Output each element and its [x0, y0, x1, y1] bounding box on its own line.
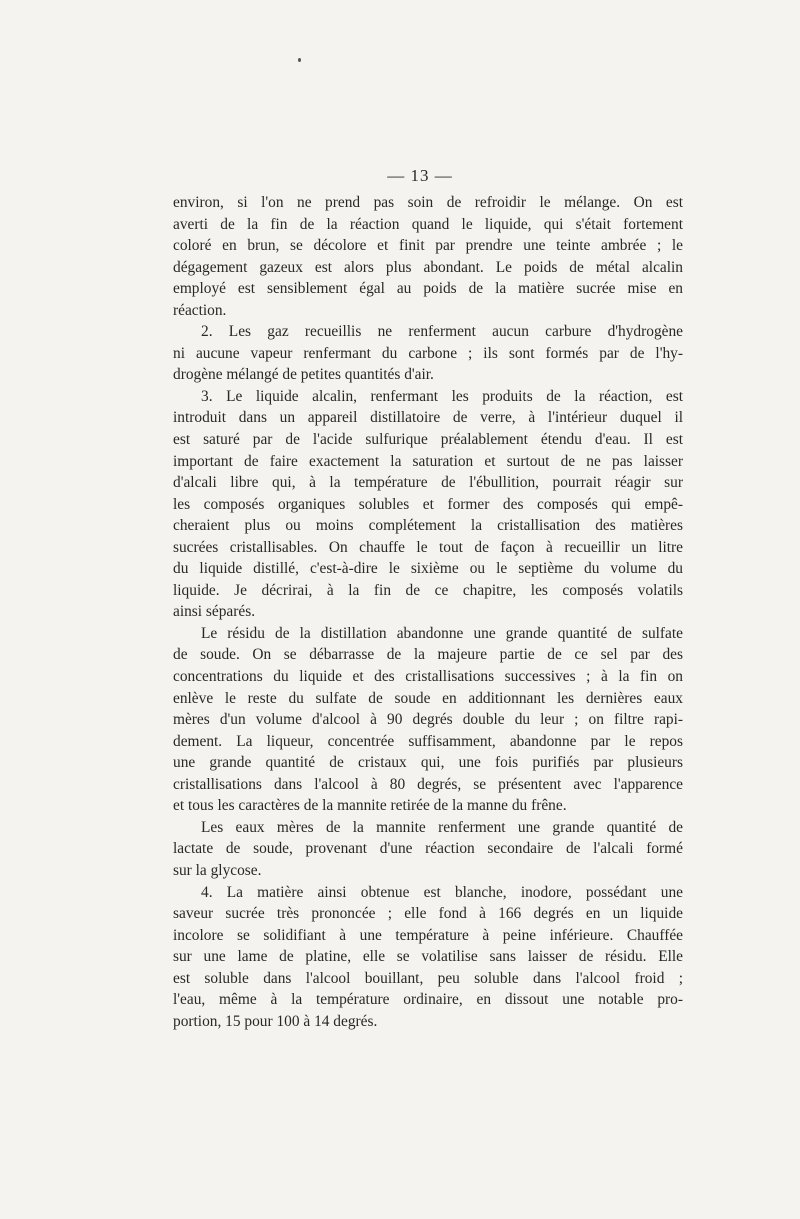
text-line: liquide. Je décrirai, à la fin de ce chapitre, les composés volatils — [173, 581, 683, 599]
text-line: introduit dans un appareil distillatoire de verre, à l'intérieur duquel il — [173, 409, 683, 427]
text-line: 3. Le liquide alcalin, renfermant les produits de la réaction, est — [201, 387, 683, 405]
text-line: sur une lame de platine, elle se volatilise sans laisser de résidu. Elle — [173, 948, 683, 966]
text-line: les composés organiques solubles et former des composés qui empê- — [173, 495, 683, 513]
text-line: de soude. On se débarrasse de la majeure partie de ce sel par des — [173, 646, 683, 664]
page-number: — 13 — — [387, 166, 453, 185]
text-line: incolore se solidifiant à une température à peine inférieure. Chauffée — [173, 926, 683, 944]
text-line: cristallisations dans l'alcool à 80 degrés, se présentent avec l'apparence — [173, 775, 683, 793]
text-line: mères d'un volume d'alcool à 90 degrés double du leur ; on filtre rapi- — [173, 711, 683, 729]
text-line: une grande quantité de cristaux qui, une fois purifiés par plusieurs — [173, 754, 683, 772]
text-line: l'eau, même à la température ordinaire, en dissout une notable pro- — [173, 991, 683, 1009]
text-line: cheraient plus ou moins complétement la cristallisation des matières — [173, 517, 683, 535]
text-line: du liquide distillé, c'est-à-dire le sixième ou le septième du volume du — [173, 560, 683, 578]
text-line: employé est sensiblement égal au poids de la matière sucrée mise en — [173, 280, 683, 298]
text-line: est saturé par de l'acide sulfurique préalablement étendu d'eau. Il est — [173, 431, 683, 449]
text-line: coloré en brun, se décolore et finit par prendre une teinte ambrée ; le — [173, 237, 683, 255]
text-line: dégagement gazeux est alors plus abondant. Le poids de métal alcalin — [173, 258, 683, 276]
text-line: saveur sucrée très prononcée ; elle fond à 166 degrés en un liquide — [173, 905, 683, 923]
text-line: lactate de soude, provenant d'une réaction secondaire de l'alcali formé — [173, 840, 683, 858]
text-line: averti de la fin de la réaction quand le liquide, qui s'était fortement — [173, 215, 683, 233]
text-line: environ, si l'on ne prend pas soin de refroidir le mélange. On est — [173, 194, 683, 211]
ink-speck — [298, 58, 301, 62]
text-line: drogène mélangé de petites quantités d'air. — [173, 366, 434, 384]
text-line: sucrées cristallisables. On chauffe le tout de façon à recueillir un litre — [173, 538, 683, 556]
text-line: Les eaux mères de la mannite renferment une grande quantité de — [201, 818, 683, 836]
text-line: 2. Les gaz recueillis ne renferment aucun carbure d'hydrogène — [201, 323, 683, 341]
text-line: portion, 15 pour 100 à 14 degrés. — [173, 1012, 378, 1030]
text-line: ainsi séparés. — [173, 603, 256, 621]
text-line: enlève le reste du sulfate de soude en additionnant les dernières eaux — [173, 689, 683, 707]
text-line: Le résidu de la distillation abandonne une grande quantité de sulfate — [201, 624, 683, 642]
text-line: 4. La matière ainsi obtenue est blanche, inodore, possédant une — [201, 883, 683, 901]
text-line: concentrations du liquide et des cristallisations successives ; à la fin on — [173, 668, 683, 686]
text-line: et tous les caractères de la mannite retirée de la manne du frêne. — [173, 797, 567, 815]
text-line: ni aucune vapeur renfermant du carbone ; ils sont formés par de l'hy- — [173, 344, 683, 362]
body-text — [173, 192, 683, 1032]
text-line: d'alcali libre qui, à la température de l'ébullition, pourrait réagir sur — [173, 474, 683, 492]
text-line: dement. La liqueur, concentrée suffisamment, abandonne par le repos — [173, 732, 683, 750]
text-line: réaction. — [173, 301, 227, 319]
text-line: est soluble dans l'alcool bouillant, peu soluble dans l'alcool froid ; — [173, 969, 683, 987]
text-line: sur la glycose. — [173, 861, 262, 879]
text-line: important de faire exactement la saturation et surtout de ne pas laisser — [173, 452, 683, 470]
